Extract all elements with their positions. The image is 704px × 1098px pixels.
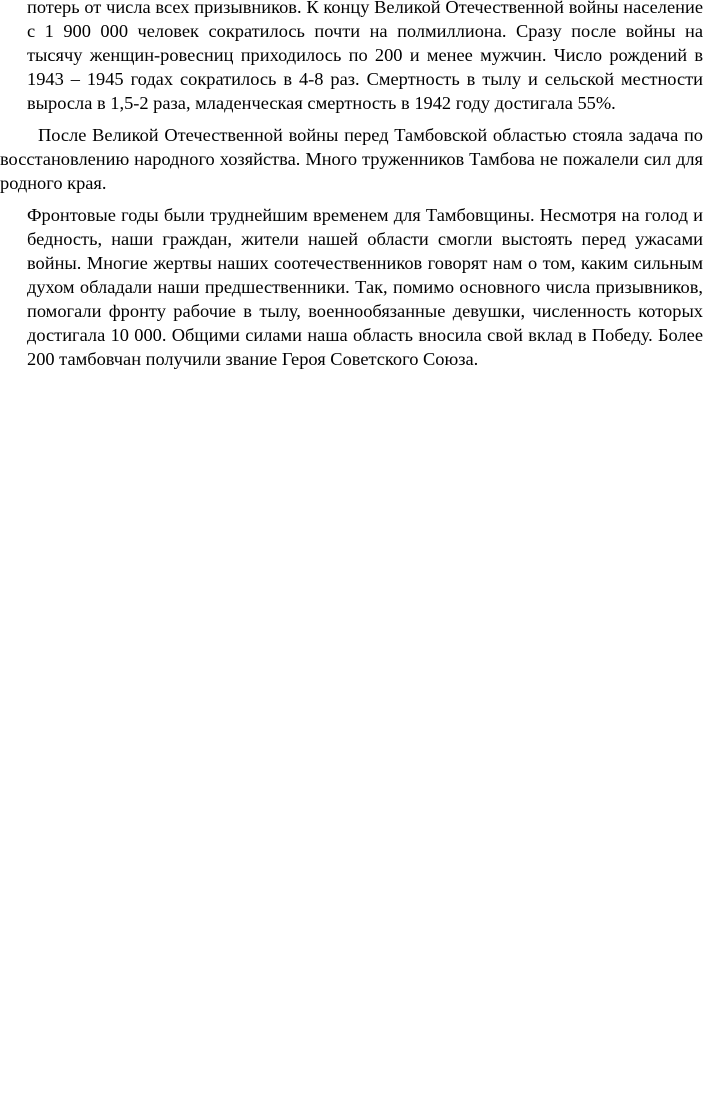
paragraph-post-war-restoration: После Великой Отечественной войны перед Тамбовской областью стояла задача по восстановлению народного хозяйства. Много труженников Тамбова не пожалели сил для родного края. [0, 125, 703, 193]
paragraph-losses-statistics: потерь от числа всех призывников. К концу Великой Отечественной войны население с 1 900 000 человек сократилось почти на полмиллиона. Сразу после войны на тысячу женщин-ровесниц приходилось по 200 и менее мужчин. Число рождений в 1943 – 1945 годах сократилось в 4-8 раз. Смертность в тылу и сельской местности выросла в 1,5-2 раза, младенческая смертность в 1942 году достигала 55%. [27, 0, 703, 113]
paragraph-war-years-summary: Фронтовые годы были труднейшим временем для Тамбовщины. Несмотря на голод и бедность, наши граждан, жители нашей области смогли выстоять перед ужасами войны. Многие жертвы наших соотечественников говорят нам о том, каким сильным духом обладали наши предшественники. Так, помимо основного числа призывников, помогали фронту рабочие в тылу, военнообязанные девушки, численность которых достигала 10 000. Общими силами наша область вносила свой вклад в Победу. Более 200 тамбовчан получили звание Героя Советского Союза. [27, 205, 703, 369]
